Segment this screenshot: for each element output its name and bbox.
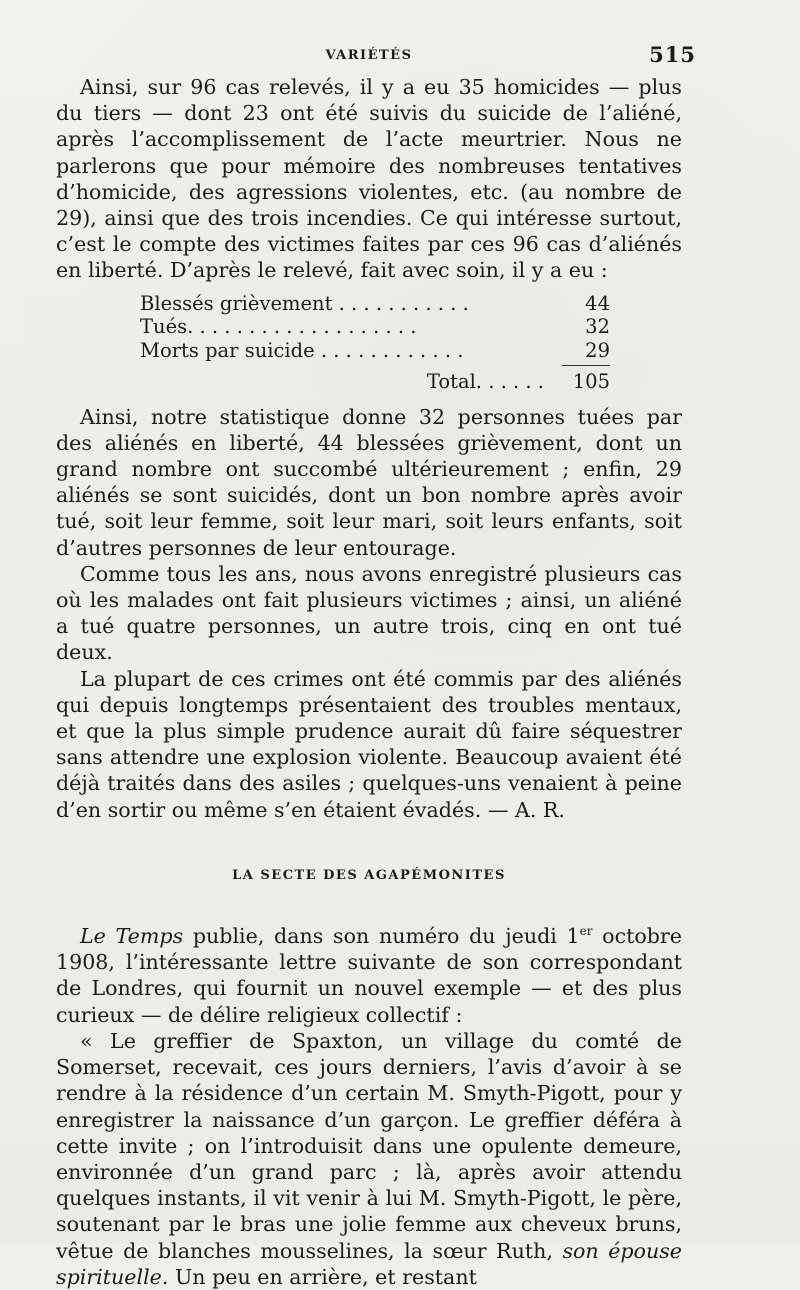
stat-label: Tués. . . . . . . . . . . . . . . . . . . <box>140 315 417 339</box>
page-number: 515 <box>649 42 696 67</box>
newspaper-title: Le Temps <box>80 924 184 949</box>
article-body <box>56 74 682 1290</box>
text-segment: publie, dans son numéro du jeudi 1 <box>183 924 580 949</box>
total-label: Total. . . . . . <box>426 370 544 394</box>
section-title: LA SECTE DES AGAPÉMONITES <box>232 867 506 883</box>
stat-value: 44 <box>585 291 610 315</box>
paragraph-crimes: La plupart de ces crimes ont été commis par des aliénés qui depuis longtemps présentaient des troubles mentaux, et que la plus simple prudence aurait dû faire séquestrer sans attendre une explosion violente. Beaucoup avaient été déjà traités dans des asiles ; quelques-uns venaient à peine d’en sortir ou même s’en étaient évadés. — A. R. <box>56 666 682 822</box>
stat-row-total <box>140 370 610 394</box>
victim-statistics-table <box>140 292 610 394</box>
paragraph-le-temps <box>56 923 682 1028</box>
superscript: er <box>579 924 593 939</box>
running-head <box>56 34 696 74</box>
stat-row-killed <box>140 315 610 339</box>
stat-label: Blessés grièvement . . . . . . . . . . . <box>140 291 469 315</box>
stat-row-injured <box>140 292 610 316</box>
text-segment: Un peu en arrière, et restant <box>168 1264 477 1289</box>
paragraph-multiple-victims: Comme tous les ans, nous avons enregistré plusieurs cas où les malades ont fait plusieurs victimes ; ainsi, un aliéné a tué quatre personnes, un autre trois, cinq en ont tué deux. <box>56 561 682 665</box>
stat-value: 32 <box>585 315 610 339</box>
emphasis: son épouse spirituelle. <box>56 1238 682 1289</box>
total-value: 105 <box>572 370 610 394</box>
paragraph-summary: Ainsi, notre statistique donne 32 personnes tuées par des aliénés en liberté, 44 blessées grièvement, dont un grand nombre ont succombé ultérieurement ; enfin, 29 aliénés se sont suicidés, dont un bon nombre après avoir tué, soit leur femme, soit leur mari, soit leurs enfants, soit d’autres personnes de leur entourage. <box>56 404 682 560</box>
stat-label: Morts par suicide . . . . . . . . . . . . <box>140 338 464 362</box>
total-rule <box>562 365 610 366</box>
stat-value: 29 <box>585 338 610 362</box>
paragraph-spaxton <box>56 1028 682 1290</box>
running-title: VARIÉTÉS <box>325 48 413 63</box>
text-segment: octobre 1908, l’intéressante lettre suivante de son correspondant de Londres, qui fournit un nouvel exemple — et des plus curieux — de délire religieux collectif : <box>56 924 682 1027</box>
stat-row-suicide <box>140 339 610 363</box>
text-segment: « Le greffier de Spaxton, un village du comté de Somerset, recevait, ces jours derniers, l’avis d’avoir à se rendre à la résidence d’un certain M. Smyth-Pigott, pour y enregistrer la naissance d’un garçon. Le greffier déféra à cette invite ; on l’introduisit dans une opulente demeure, environnée d’un grand parc ; là, après avoir attendu quelques instants, il vit venir à lui M. Smyth-Pigott, le père, soutenant par le bras une jolie femme aux cheveux bruns, vêtue de blanches mousselines, la sœur Ruth, <box>56 1028 682 1263</box>
paragraph-statistics-intro: Ainsi, sur 96 cas relevés, il y a eu 35 homicides — plus du tiers — dont 23 ont été suivis du suicide de l’aliéné, après l’accomplissement de l’acte meurtrier. Nous ne parlerons que pour mémoire des nombreuses tentatives d’homicide, des agressions violentes, etc. (au nombre de 29), ainsi que des trois incendies. Ce qui intéresse surtout, c’est le compte des victimes faites par ces 96 cas d’aliénés en liberté. D’après le relevé, fait avec soin, il y a eu : <box>56 75 682 283</box>
